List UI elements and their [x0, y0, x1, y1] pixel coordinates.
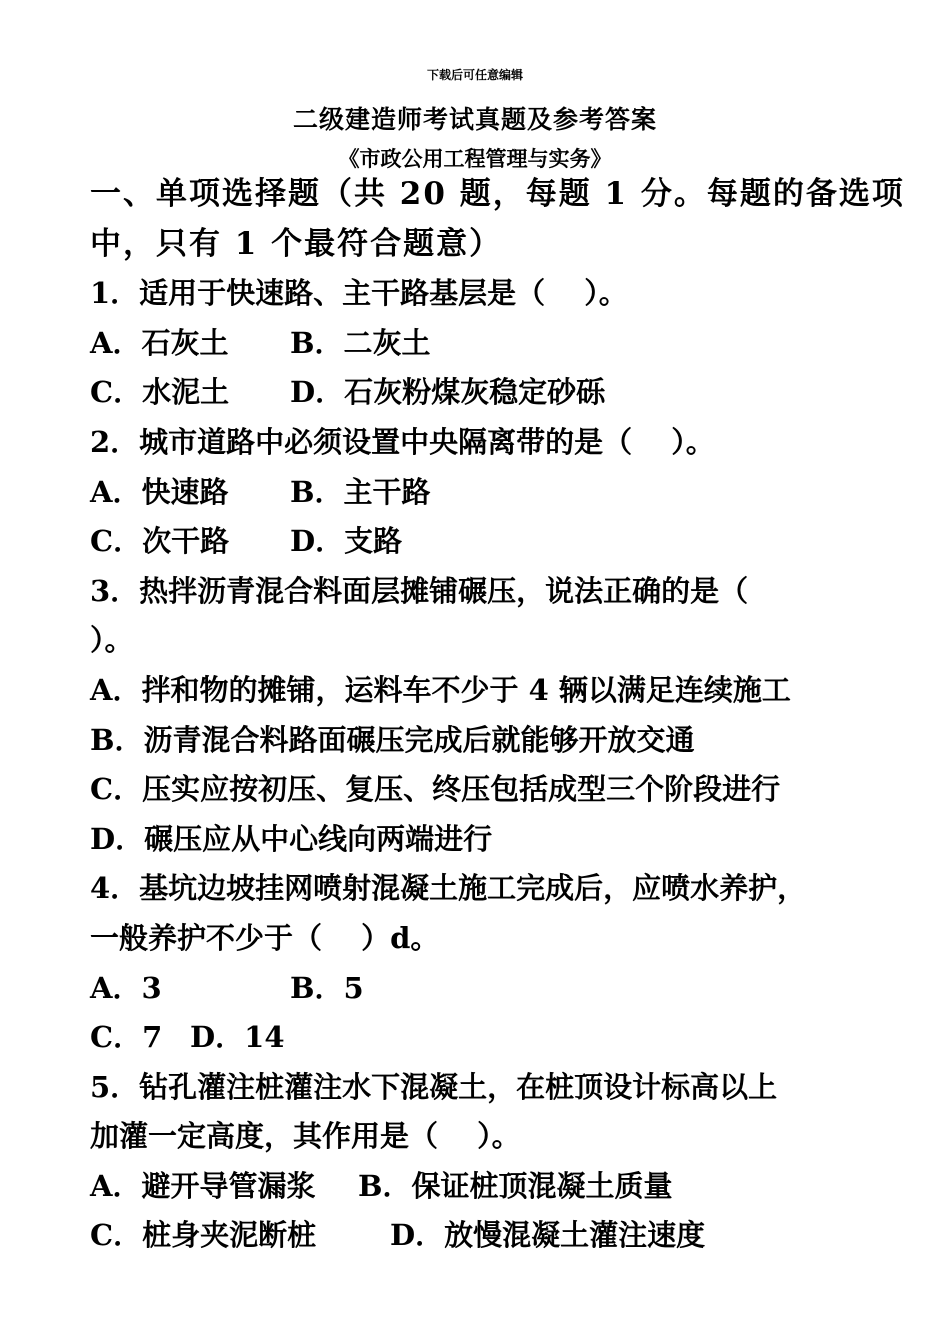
question-5-stem-continued: 加灌一定高度，其作用是（ ）。 [90, 1119, 521, 1154]
section-heading: 一、单项选择题（共 20 题，每题 1 分。每题的备选项 [90, 176, 905, 212]
question-2-stem: 2．城市道路中必须设置中央隔离带的是（ ）。 [90, 424, 715, 459]
question-2-options-row-2 [90, 517, 890, 567]
question-3-option-b: B．沥青混合料路面碾压完成后就能够开放交通 [90, 722, 695, 757]
question-5-option-d: D．放慢混凝土灌注速度 [390, 1218, 706, 1253]
question-4-stem: 4．基坑边坡挂网喷射混凝土施工完成后，应喷水养护， [90, 871, 807, 906]
question-1-option-b: B．二灰土 [290, 325, 431, 360]
question-1-option-d: D．石灰粉煤灰稳定砂砾 [290, 375, 606, 410]
page-title: 二级建造师考试真题及参考答案 [292, 105, 657, 134]
header-note: 下载后可任意编辑 [426, 68, 523, 82]
question-4-option-c: C．7 [90, 1020, 163, 1055]
document-body [90, 170, 905, 1261]
question-4-stem-continued: 一般养护不少于（ ）d。 [90, 920, 440, 955]
question-4-option-b: B．5 [290, 970, 364, 1005]
question-2-options-row-1 [90, 468, 890, 518]
page-subtitle: 《市政公用工程管理与实务》 [338, 146, 612, 171]
question-5-options-row-2 [90, 1211, 890, 1261]
question-4-option-d: D．14 [190, 1020, 285, 1055]
question-2-option-c: C．次干路 [90, 524, 230, 559]
question-3-stem-continued: ）。 [90, 623, 134, 658]
question-2-option-a: A．快速路 [90, 474, 229, 509]
question-2-option-d: D．支路 [290, 524, 403, 559]
question-4-options-row-1 [90, 964, 890, 1014]
question-5-option-a: A．避开导管漏浆 [90, 1168, 316, 1203]
question-5-option-b: B．保证桩顶混凝土质量 [358, 1168, 673, 1203]
question-5-options-row-1 [90, 1162, 890, 1212]
question-1-option-c: C．水泥土 [90, 375, 230, 410]
section-heading-continued: 中，只有 1 个最符合题意） [90, 225, 503, 262]
question-4-option-a: A．3 [90, 970, 162, 1005]
question-5-option-c: C．桩身夹泥断桩 [90, 1218, 317, 1253]
question-3-stem: 3．热拌沥青混合料面层摊铺碾压，说法正确的是（ [90, 573, 749, 608]
question-3-option-c: C．压实应按初压、复压、终压包括成型三个阶段进行 [90, 772, 781, 807]
question-4-options-row-2 [90, 1013, 890, 1063]
question-1-option-a: A．石灰土 [90, 325, 229, 360]
question-1-options-row-2 [90, 368, 890, 418]
question-3-option-d: D．碾压应从中心线向两端进行 [90, 821, 493, 856]
question-3-option-a: A．拌和物的摊铺，运料车不少于 4 辆以满足连续施工 [90, 672, 791, 707]
question-1-options-row-1 [90, 319, 890, 369]
question-2-option-b: B．主干路 [290, 474, 431, 509]
question-5-stem: 5．钻孔灌注桩灌注水下混凝土，在桩顶设计标高以上 [90, 1069, 778, 1104]
question-1-stem: 1．适用于快速路、主干路基层是（ ）。 [90, 276, 628, 311]
